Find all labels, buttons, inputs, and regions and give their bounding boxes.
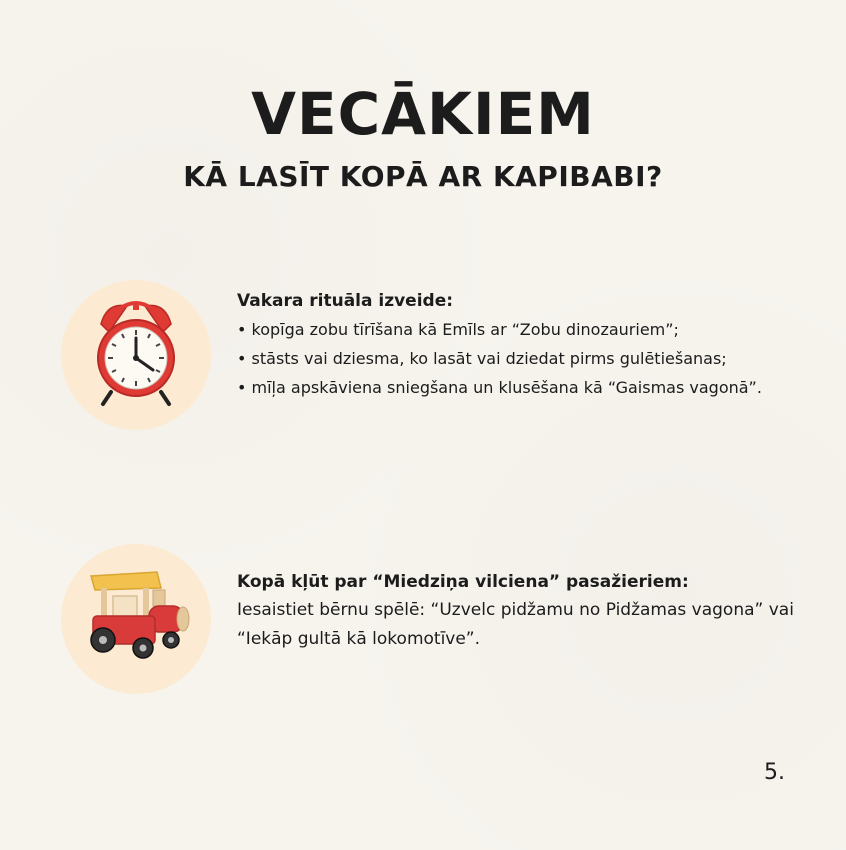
section-2-heading: Kopā kļūt par “Miedziņa vilciena” pasažieriem: bbox=[237, 572, 689, 592]
section-1-bullet: • mīļa apskāviena sniegšana un klusēšana kā “Gaismas vagonā”. bbox=[237, 378, 762, 397]
section-1-heading: Vakara rituāla izveide: bbox=[237, 291, 454, 311]
section-1-icon-circle bbox=[61, 280, 211, 430]
page-number: 5. bbox=[764, 760, 785, 785]
section-1-bullet: • stāsts vai dziesma, ko lasāt vai dziedat pirms gulētiešanas; bbox=[237, 349, 727, 368]
page-title: VECĀKIEM bbox=[251, 80, 595, 148]
section-1-text bbox=[237, 288, 827, 402]
section-2-paragraph: Iesaistiet bērnu spēlē: “Uzvelc pidžamu no Pidžamas vagona” vai “Iekāp gultā kā lokomotīve”. bbox=[237, 600, 794, 649]
toy-train-icon bbox=[61, 544, 211, 694]
section-2-text bbox=[237, 569, 827, 654]
alarm-clock-icon bbox=[61, 280, 211, 430]
section-1-bullet: • kopīga zobu tīrīšana kā Emīls ar “Zobu dinozauriem”; bbox=[237, 320, 679, 339]
page-subtitle: KĀ LASĪT KOPĀ AR KAPIBABI? bbox=[183, 160, 663, 193]
section-2-icon-circle bbox=[61, 544, 211, 694]
